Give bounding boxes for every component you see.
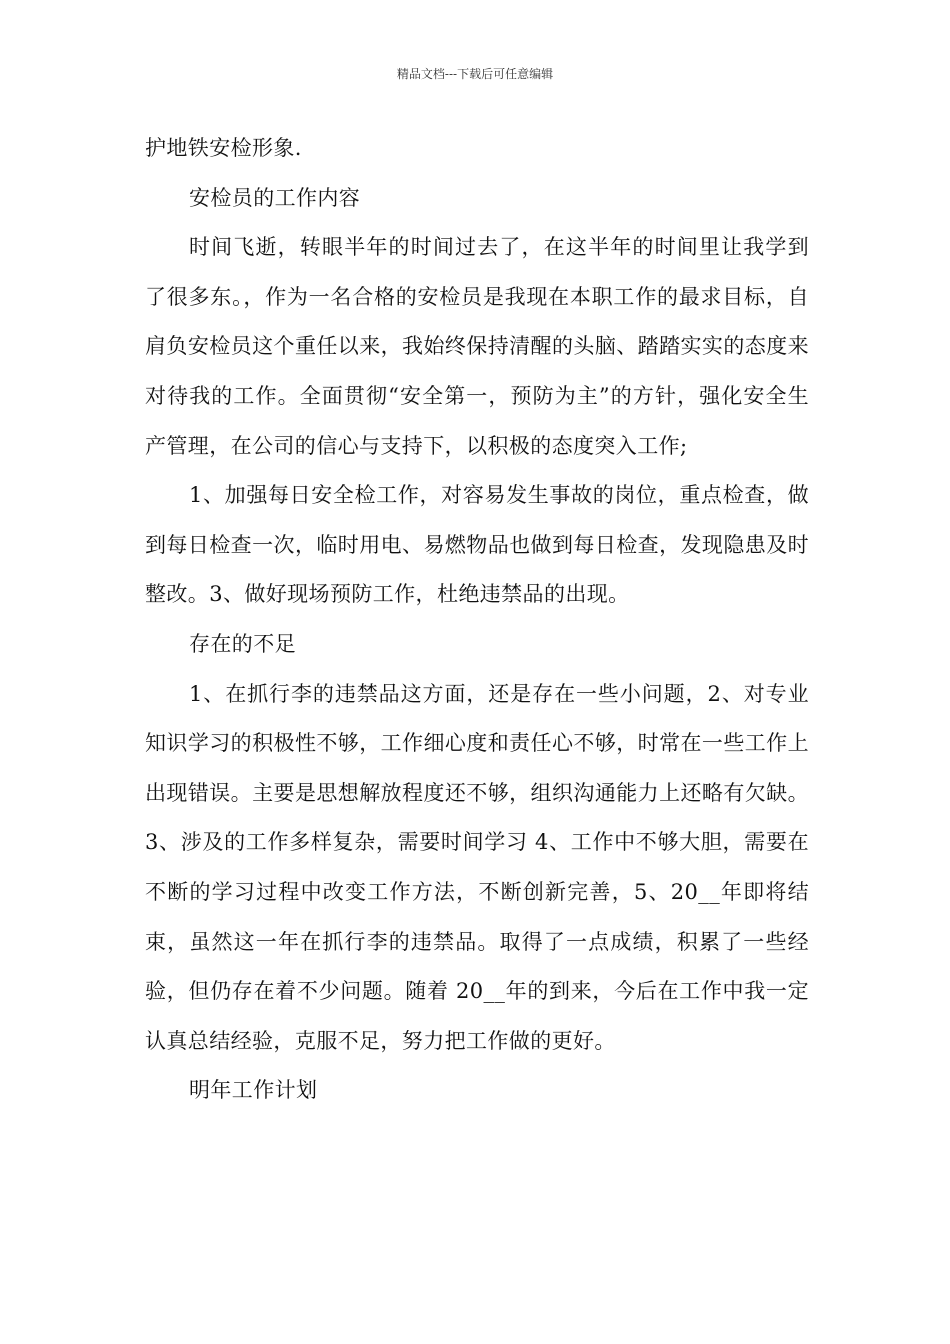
paragraph-shortcomings: 1、在抓行李的违禁品这方面，还是存在一些小问题，2、对专业知识学习的积极性不够，工作细心度和责任心不够，时常在一些工作上出现错误。主要是思想解放程度还不够，组织沟通能力上还略有欠缺。3、涉及的工作多样复杂，需要时间学习 4、工作中不够大胆，需要在不断的学习过程中改变工作方法，不断创新完善，5、20__年即将结束，虽然这一年在抓行李的违禁品。取得了一点成绩，积累了一些经验，但仍存在着不少问题。随着 20__年的到来，今后在工作中我一定认真总结经验，克服不足，努力把工作做的更好。: [145, 681, 809, 1053]
section-heading-shortcomings: 存在的不足: [189, 631, 296, 656]
paragraph-work-summary: 时间飞逝，转眼半年的时间过去了，在这半年的时间里让我学到了很多东。，作为一名合格的安检员是我现在本职工作的最求目标，自肩负安检员这个重任以来，我始终保持清醒的头脑、踏踏实实的态度来对待我的工作。全面贯彻“安全第一，预防为主”的方针，强化安全生产管理，在公司的信心与支持下，以积极的态度突入工作;: [145, 235, 809, 458]
document-body: [145, 124, 809, 1116]
page-header: 精品文档---下载后可任意编辑: [396, 67, 554, 81]
paragraph-daily-checks: 1、加强每日安全检工作，对容易发生事故的岗位，重点检查，做到每日检查一次，临时用电、易燃物品也做到每日检查，发现隐患及时整改。3、做好现场预防工作，杜绝违禁品的出现。: [145, 483, 809, 607]
section-heading-work-content: 安检员的工作内容: [189, 185, 361, 210]
section-heading-next-year-plan: 明年工作计划: [189, 1078, 318, 1103]
paragraph-continuation: 护地铁安检形象.: [145, 136, 302, 160]
